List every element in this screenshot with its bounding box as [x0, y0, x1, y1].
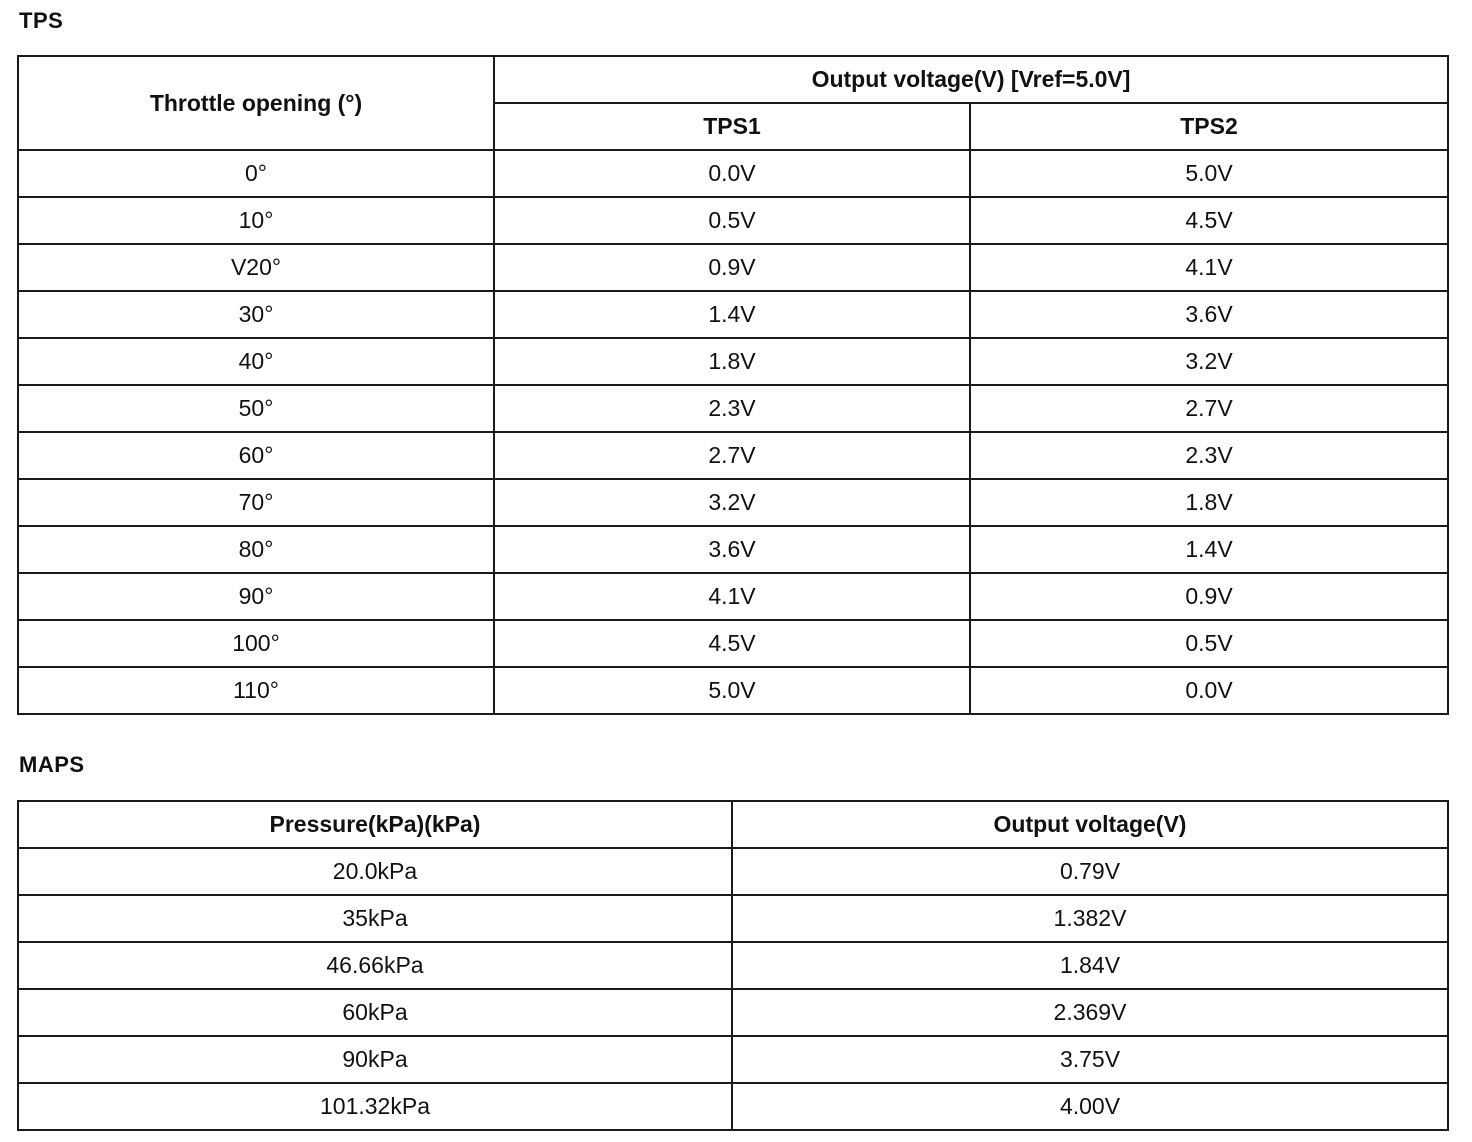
pressure-cell: 90kPa: [18, 1036, 732, 1083]
table-row: [18, 1036, 1448, 1083]
throttle-angle-cell: 70°: [18, 479, 494, 526]
tps2-voltage-cell: 0.5V: [970, 620, 1448, 667]
maps-voltage-cell: 0.79V: [732, 848, 1448, 895]
tps1-voltage-cell: 0.5V: [494, 197, 970, 244]
maps-voltage-cell: 2.369V: [732, 989, 1448, 1036]
table-row: [18, 1083, 1448, 1130]
table-row: [18, 573, 1448, 620]
table-row: [18, 479, 1448, 526]
tps1-voltage-cell: 2.3V: [494, 385, 970, 432]
throttle-opening-header: Throttle opening (°): [18, 56, 494, 150]
throttle-angle-cell: 90°: [18, 573, 494, 620]
output-voltage-header: Output voltage(V) [Vref=5.0V]: [494, 56, 1448, 103]
tps1-header: TPS1: [494, 103, 970, 150]
tps2-voltage-cell: 0.9V: [970, 573, 1448, 620]
throttle-angle-cell: 40°: [18, 338, 494, 385]
tps2-voltage-cell: 1.4V: [970, 526, 1448, 573]
maps-output-voltage-header: Output voltage(V): [732, 801, 1448, 848]
maps-table: [17, 800, 1449, 1131]
tps2-voltage-cell: 1.8V: [970, 479, 1448, 526]
table-row: [18, 526, 1448, 573]
table-row: [18, 620, 1448, 667]
table-row: [18, 150, 1448, 197]
tps2-voltage-cell: 4.1V: [970, 244, 1448, 291]
tps1-voltage-cell: 4.5V: [494, 620, 970, 667]
pressure-cell: 46.66kPa: [18, 942, 732, 989]
tps2-voltage-cell: 5.0V: [970, 150, 1448, 197]
tps2-voltage-cell: 3.2V: [970, 338, 1448, 385]
throttle-angle-cell: 80°: [18, 526, 494, 573]
pressure-cell: 101.32kPa: [18, 1083, 732, 1130]
tps-header-row: [18, 56, 1448, 103]
maps-voltage-cell: 1.382V: [732, 895, 1448, 942]
throttle-angle-cell: V20°: [18, 244, 494, 291]
throttle-angle-cell: 60°: [18, 432, 494, 479]
pressure-cell: 20.0kPa: [18, 848, 732, 895]
table-row: [18, 244, 1448, 291]
tps2-voltage-cell: 4.5V: [970, 197, 1448, 244]
tps2-header: TPS2: [970, 103, 1448, 150]
tps2-voltage-cell: 2.7V: [970, 385, 1448, 432]
table-row: [18, 942, 1448, 989]
table-row: [18, 197, 1448, 244]
tps2-voltage-cell: 0.0V: [970, 667, 1448, 714]
tps1-voltage-cell: 1.8V: [494, 338, 970, 385]
throttle-angle-cell: 100°: [18, 620, 494, 667]
tps-section-title: TPS: [19, 8, 64, 33]
table-row: [18, 291, 1448, 338]
throttle-angle-cell: 30°: [18, 291, 494, 338]
throttle-angle-cell: 0°: [18, 150, 494, 197]
pressure-cell: 60kPa: [18, 989, 732, 1036]
maps-voltage-cell: 3.75V: [732, 1036, 1448, 1083]
table-row: [18, 432, 1448, 479]
table-row: [18, 895, 1448, 942]
maps-section-title: MAPS: [19, 752, 85, 777]
table-row: [18, 848, 1448, 895]
pressure-header: Pressure(kPa)(kPa): [18, 801, 732, 848]
tps1-voltage-cell: 0.9V: [494, 244, 970, 291]
maps-voltage-cell: 4.00V: [732, 1083, 1448, 1130]
table-row: [18, 989, 1448, 1036]
tps2-voltage-cell: 3.6V: [970, 291, 1448, 338]
table-row: [18, 385, 1448, 432]
tps1-voltage-cell: 0.0V: [494, 150, 970, 197]
maps-header-row: [18, 801, 1448, 848]
table-row: [18, 667, 1448, 714]
tps1-voltage-cell: 4.1V: [494, 573, 970, 620]
throttle-angle-cell: 10°: [18, 197, 494, 244]
tps1-voltage-cell: 3.6V: [494, 526, 970, 573]
tps1-voltage-cell: 1.4V: [494, 291, 970, 338]
throttle-angle-cell: 110°: [18, 667, 494, 714]
tps2-voltage-cell: 2.3V: [970, 432, 1448, 479]
tps-table: [17, 55, 1449, 715]
table-row: [18, 338, 1448, 385]
tps1-voltage-cell: 2.7V: [494, 432, 970, 479]
tps1-voltage-cell: 3.2V: [494, 479, 970, 526]
pressure-cell: 35kPa: [18, 895, 732, 942]
maps-voltage-cell: 1.84V: [732, 942, 1448, 989]
throttle-angle-cell: 50°: [18, 385, 494, 432]
tps1-voltage-cell: 5.0V: [494, 667, 970, 714]
